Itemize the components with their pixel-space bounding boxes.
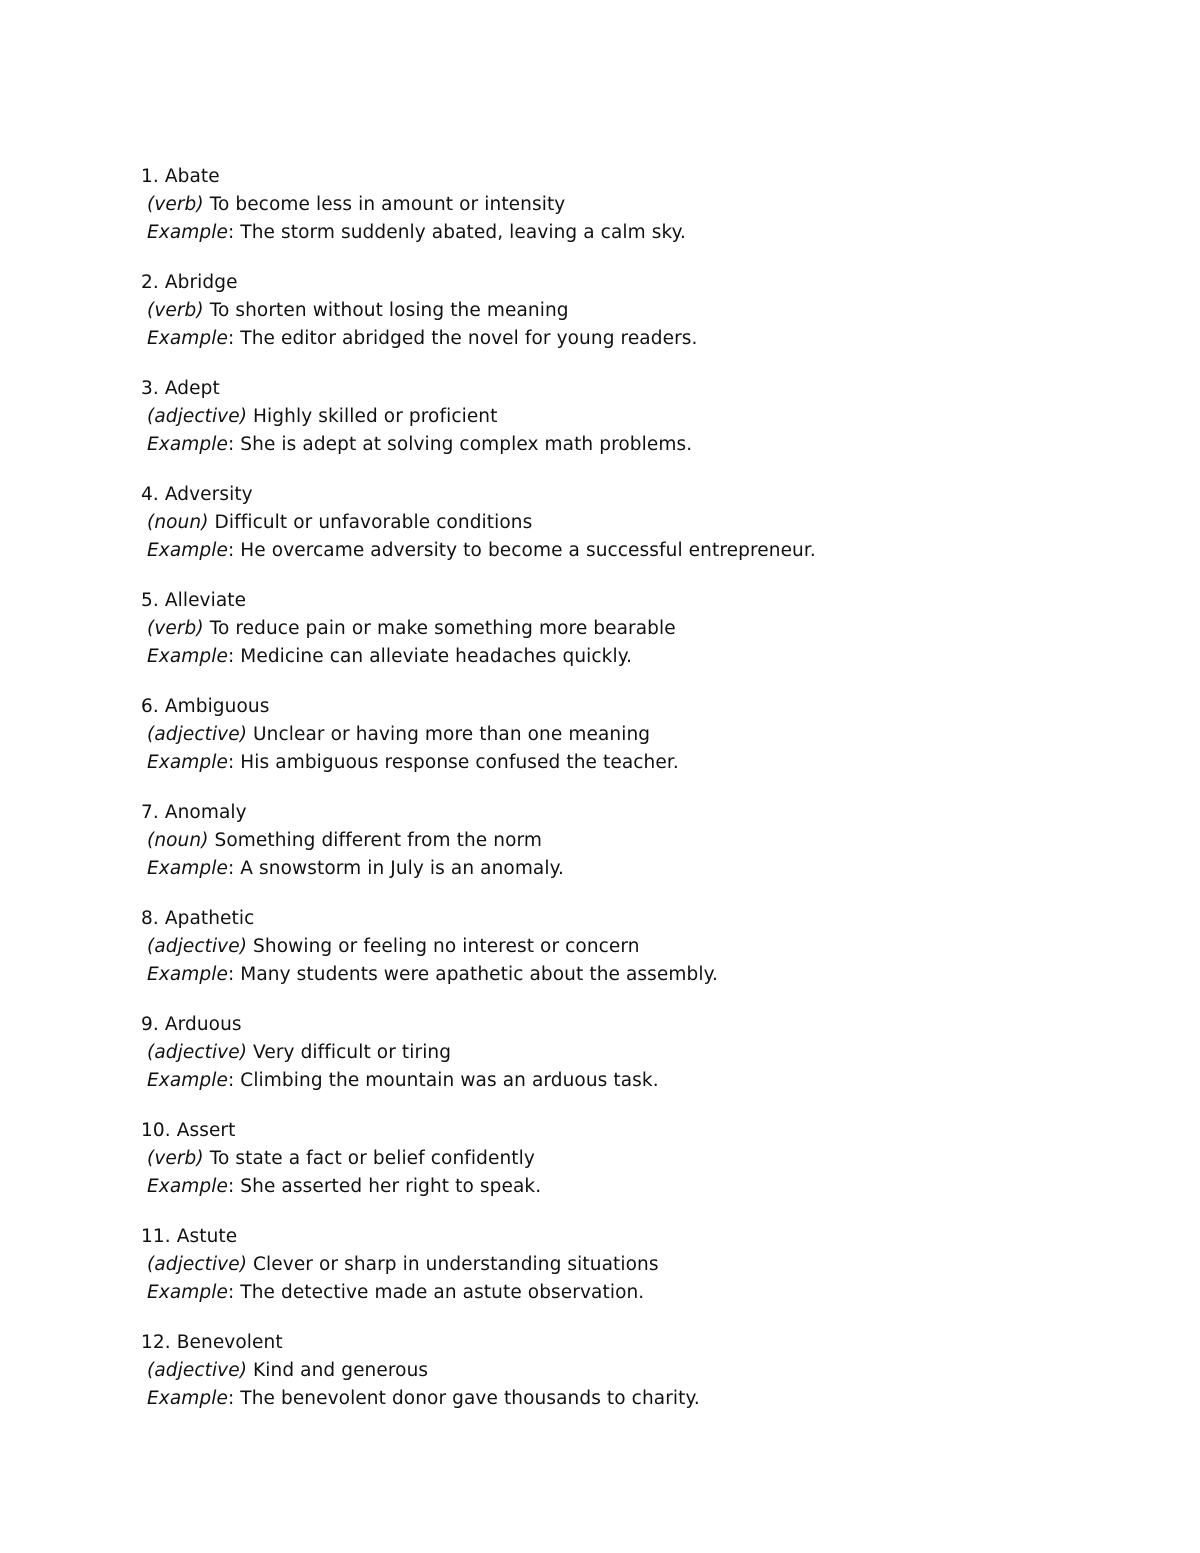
example-label: Example <box>147 1070 228 1091</box>
entry-number: 3. <box>141 378 159 399</box>
example-separator: : <box>227 752 241 773</box>
definition: Clever or sharp in understanding situations <box>253 1254 659 1275</box>
entry-heading <box>141 1011 1141 1039</box>
part-of-speech: (adjective) <box>147 1254 248 1275</box>
example-sentence: The storm suddenly abated, leaving a calm sky. <box>240 222 687 243</box>
part-of-speech: (adjective) <box>147 1042 248 1063</box>
entry-heading <box>141 1117 1141 1145</box>
part-of-speech: (adjective) <box>147 406 248 427</box>
part-of-speech: (verb) <box>147 194 204 215</box>
example-label: Example <box>147 646 228 667</box>
part-of-speech: (adjective) <box>147 724 248 745</box>
example-label: Example <box>147 964 228 985</box>
example-sentence: She is adept at solving complex math problems. <box>240 434 693 455</box>
vocab-entry <box>141 375 1141 481</box>
part-of-speech: (adjective) <box>147 1360 248 1381</box>
entry-heading <box>141 269 1141 297</box>
entry-word: Alleviate <box>164 590 247 611</box>
example-label: Example <box>147 1388 228 1409</box>
entry-word: Arduous <box>164 1014 242 1035</box>
example-sentence: The editor abridged the novel for young readers. <box>240 328 698 349</box>
entry-word: Ambiguous <box>164 696 270 717</box>
entry-number: 7. <box>141 802 159 823</box>
definition: To become less in amount or intensity <box>209 194 566 215</box>
vocabulary-document <box>141 163 1141 1435</box>
example-separator: : <box>227 434 241 455</box>
entry-definition-line <box>141 297 1141 325</box>
entry-word: Anomaly <box>164 802 247 823</box>
entry-example-line <box>141 325 1141 353</box>
vocab-entry <box>141 587 1141 693</box>
entry-example-line <box>141 1279 1141 1307</box>
entry-number: 9. <box>141 1014 159 1035</box>
example-separator: : <box>227 858 241 879</box>
entry-word: Adept <box>164 378 220 399</box>
entry-definition-line <box>141 1251 1141 1279</box>
example-sentence: He overcame adversity to become a successful entrepreneur. <box>240 540 816 561</box>
definition: To state a fact or belief confidently <box>209 1148 535 1169</box>
vocab-entry <box>141 163 1141 269</box>
entry-heading <box>141 905 1141 933</box>
entry-example-line <box>141 1385 1141 1413</box>
example-separator: : <box>227 328 241 349</box>
entry-number: 2. <box>141 272 159 293</box>
example-label: Example <box>147 540 228 561</box>
entry-heading <box>141 587 1141 615</box>
example-label: Example <box>147 434 228 455</box>
example-sentence: Medicine can alleviate headaches quickly. <box>240 646 633 667</box>
example-separator: : <box>227 964 241 985</box>
part-of-speech: (noun) <box>147 512 209 533</box>
entry-word: Benevolent <box>176 1332 283 1353</box>
entry-number: 1. <box>141 166 159 187</box>
entry-definition-line <box>141 1039 1141 1067</box>
example-label: Example <box>147 1282 228 1303</box>
example-sentence: A snowstorm in July is an anomaly. <box>240 858 565 879</box>
entry-heading <box>141 481 1141 509</box>
entry-heading <box>141 1223 1141 1251</box>
entry-definition-line <box>141 827 1141 855</box>
vocab-entry <box>141 1223 1141 1329</box>
entry-example-line <box>141 1173 1141 1201</box>
example-label: Example <box>147 752 228 773</box>
entry-example-line <box>141 855 1141 883</box>
entry-example-line <box>141 643 1141 671</box>
part-of-speech: (verb) <box>147 1148 204 1169</box>
example-sentence: The benevolent donor gave thousands to charity. <box>240 1388 700 1409</box>
example-sentence: Climbing the mountain was an arduous task. <box>240 1070 659 1091</box>
entry-number: 5. <box>141 590 159 611</box>
definition: Very difficult or tiring <box>253 1042 452 1063</box>
entry-definition-line <box>141 615 1141 643</box>
entry-number: 8. <box>141 908 159 929</box>
example-separator: : <box>227 1282 241 1303</box>
entry-number: 6. <box>141 696 159 717</box>
entry-word: Adversity <box>164 484 253 505</box>
entry-number: 12. <box>141 1332 171 1353</box>
entry-definition-line <box>141 1145 1141 1173</box>
part-of-speech: (verb) <box>147 618 204 639</box>
entry-heading <box>141 693 1141 721</box>
entry-definition-line <box>141 403 1141 431</box>
definition: Unclear or having more than one meaning <box>253 724 651 745</box>
entry-heading <box>141 799 1141 827</box>
entry-definition-line <box>141 191 1141 219</box>
entry-example-line <box>141 219 1141 247</box>
entry-number: 4. <box>141 484 159 505</box>
example-sentence: Many students were apathetic about the assembly. <box>240 964 718 985</box>
example-sentence: His ambiguous response confused the teacher. <box>240 752 679 773</box>
example-separator: : <box>227 1176 241 1197</box>
entry-word: Abridge <box>164 272 238 293</box>
vocab-entry <box>141 1011 1141 1117</box>
vocab-entry <box>141 269 1141 375</box>
definition: Something different from the norm <box>214 830 542 851</box>
vocab-entry <box>141 1117 1141 1223</box>
entry-definition-line <box>141 721 1141 749</box>
definition: To reduce pain or make something more bearable <box>209 618 676 639</box>
entry-number: 10. <box>141 1120 171 1141</box>
vocab-entry <box>141 905 1141 1011</box>
entry-example-line <box>141 961 1141 989</box>
example-separator: : <box>227 222 241 243</box>
vocab-entry <box>141 1329 1141 1435</box>
entry-definition-line <box>141 933 1141 961</box>
example-separator: : <box>227 1388 241 1409</box>
example-separator: : <box>227 540 241 561</box>
example-label: Example <box>147 328 228 349</box>
definition: Highly skilled or proficient <box>253 406 498 427</box>
part-of-speech: (adjective) <box>147 936 248 957</box>
entry-word: Apathetic <box>164 908 255 929</box>
entry-word: Assert <box>176 1120 236 1141</box>
part-of-speech: (verb) <box>147 300 204 321</box>
part-of-speech: (noun) <box>147 830 209 851</box>
entry-example-line <box>141 749 1141 777</box>
entry-definition-line <box>141 509 1141 537</box>
example-label: Example <box>147 858 228 879</box>
entry-example-line <box>141 537 1141 565</box>
definition: Kind and generous <box>253 1360 429 1381</box>
definition: Showing or feeling no interest or concern <box>253 936 640 957</box>
entry-example-line <box>141 431 1141 459</box>
example-separator: : <box>227 646 241 667</box>
entry-heading <box>141 1329 1141 1357</box>
entry-example-line <box>141 1067 1141 1095</box>
example-label: Example <box>147 222 228 243</box>
entry-number: 11. <box>141 1226 171 1247</box>
example-sentence: The detective made an astute observation. <box>240 1282 645 1303</box>
definition: Difficult or unfavorable conditions <box>214 512 533 533</box>
entry-word: Astute <box>176 1226 238 1247</box>
vocab-entry <box>141 481 1141 587</box>
definition: To shorten without losing the meaning <box>209 300 569 321</box>
vocab-entry <box>141 693 1141 799</box>
entry-heading <box>141 163 1141 191</box>
entry-heading <box>141 375 1141 403</box>
example-label: Example <box>147 1176 228 1197</box>
vocab-entry <box>141 799 1141 905</box>
entry-word: Abate <box>164 166 220 187</box>
example-sentence: She asserted her right to speak. <box>240 1176 542 1197</box>
example-separator: : <box>227 1070 241 1091</box>
entry-definition-line <box>141 1357 1141 1385</box>
